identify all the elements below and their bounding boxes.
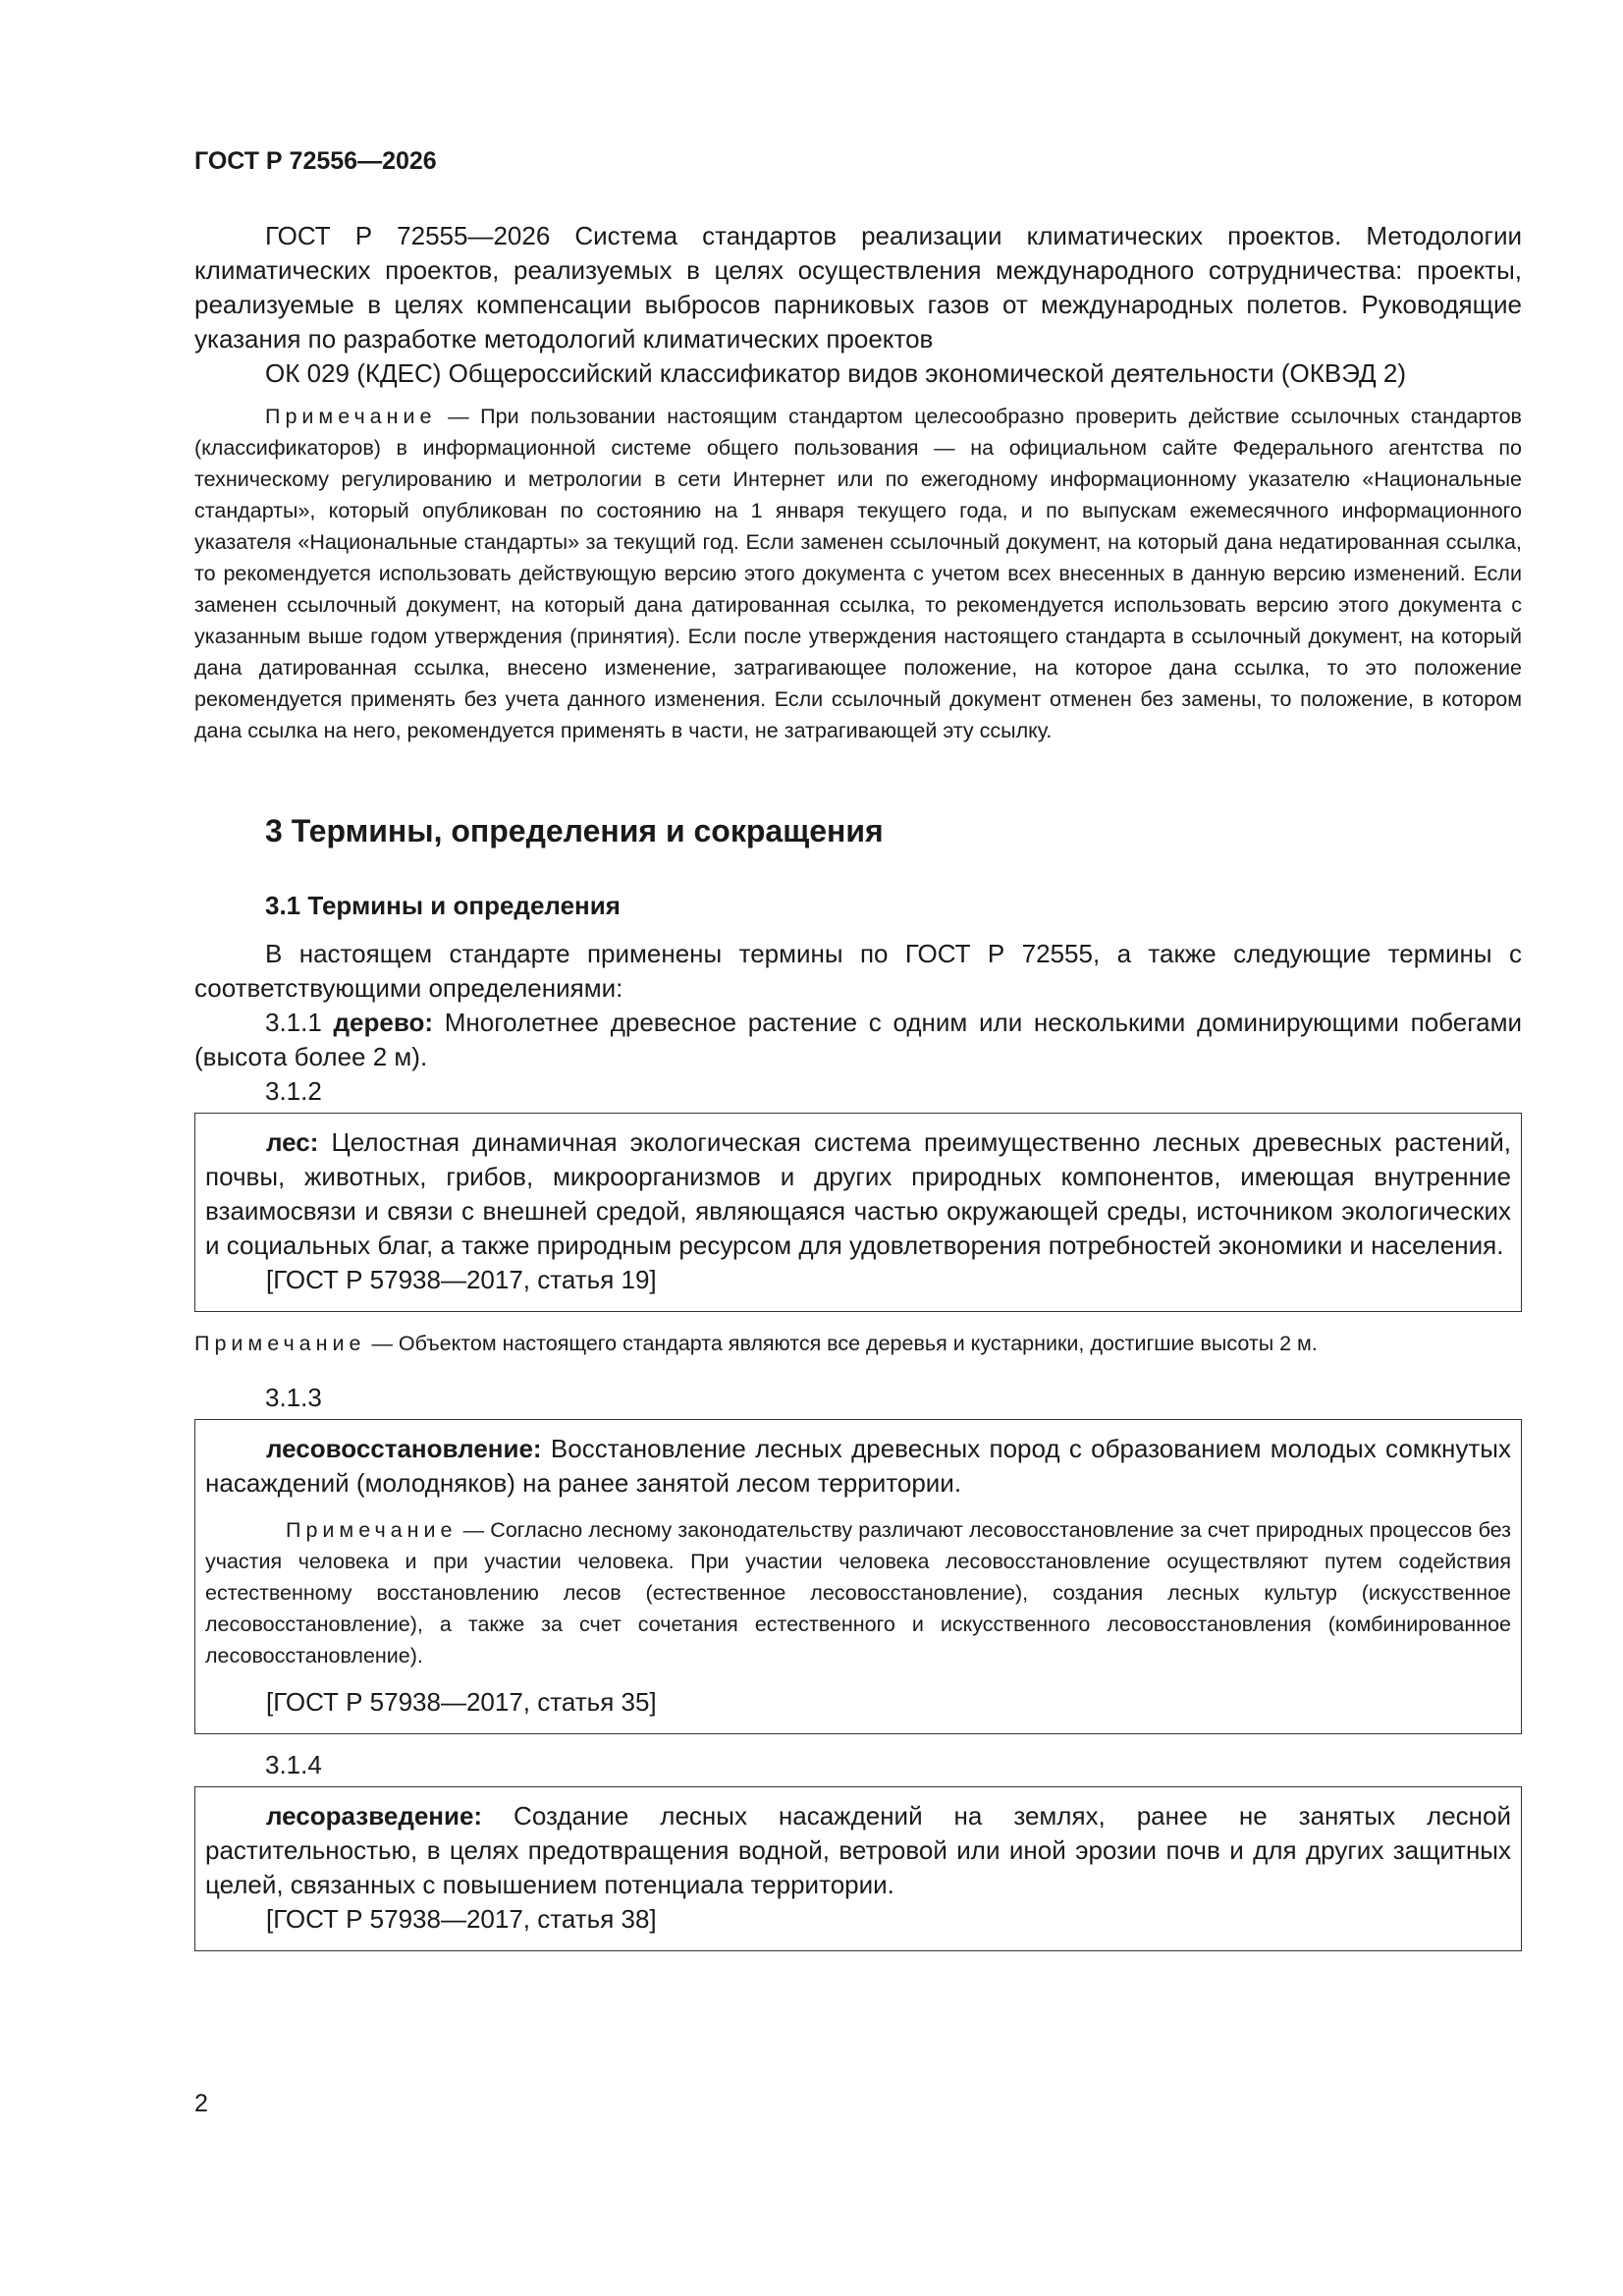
section-title: 3 Термины, определения и сокращения [265, 813, 884, 848]
term-box-3-1-2 [194, 1113, 1522, 1312]
term-definition: Многолетнее древесное растение с одним или несколькими доминирующими побегами (высота более 2 м). [194, 1008, 1522, 1071]
note-text: — Объектом настоящего стандарта являются все деревья и кустарники, достигшие высоты 2 м. [371, 1332, 1318, 1355]
term-number: 3.1.4 [265, 1750, 322, 1779]
page-number: 2 [194, 2090, 208, 2117]
term-note [194, 1328, 1522, 1359]
terms-intro: В настоящем стандарте применены термины по ГОСТ Р 72555, а также следующие термины с соответствующими определениями: [194, 939, 1522, 1003]
term-3-1-1 [194, 1006, 1522, 1074]
document-page [194, 147, 1522, 1951]
term-definition: Целостная динамичная экологическая система преимущественно лесных древесных растений, почвы, животных, грибов, микроорганизмов и других природных компонентов, имеющая внутренние взаимосвязи и связи с внешней средой, являющаяся частью окружающей среды, источником экологических и социальных благ, а также природным ресурсом для удовлетворения потребностей экономики и населения. [205, 1127, 1511, 1260]
note-label: Примечание [286, 1518, 458, 1542]
reference-item: ГОСТ Р 72555—2026 Система стандартов реализации климатических проектов. Методологии климатических проектов, реализуемых в целях осуществления международного сотрудничества: проекты, реализуемые в целях компенсации выбросов парниковых газов от международных полетов. Руководящие указания по разработке методологий климатических проектов [194, 221, 1522, 354]
document-header: ГОСТ Р 72556—2026 [194, 147, 437, 175]
reference-note [194, 401, 1522, 746]
note-label: Примечание [194, 1332, 366, 1355]
term-box-3-1-4 [194, 1786, 1522, 1951]
term-word: лес: [266, 1127, 319, 1157]
term-number: 3.1.1 [265, 1008, 322, 1037]
term-source: [ГОСТ Р 57938—2017, статья 35] [266, 1687, 657, 1717]
subsection-title: 3.1 Термины и определения [265, 891, 621, 920]
term-source: [ГОСТ Р 57938—2017, статья 19] [266, 1265, 657, 1294]
note-label: Примечание [265, 405, 437, 428]
term-word: лесоразведение: [266, 1801, 483, 1831]
term-definition: Создание лесных насаждений на землях, ранее не занятых лесной растительностью, в целях предотвращения водной, ветровой или иной эрозии почв и для других защитных целей, связанных с повышением потенциала территории. [205, 1801, 1511, 1899]
reference-item: ОК 029 (КДЕС) Общероссийский классификатор видов экономической деятельности (ОКВЭД 2) [265, 358, 1406, 388]
term-note [205, 1514, 1511, 1671]
term-word: дерево: [333, 1008, 434, 1037]
term-box-3-1-3 [194, 1419, 1522, 1734]
term-number: 3.1.2 [265, 1076, 322, 1106]
note-text: — При пользовании настоящим стандартом целесообразно проверить действие ссылочных стандартов (классификаторов) в информационной системе общего пользования — на официальном сайте Федерального агентства по техническому регулированию и метрологии в сети Интернет или по ежегодному информационному указателю «Национальные стандарты», который опубликован по состоянию на 1 января текущего года, и по выпускам ежемесячного информационного указателя «Национальные стандарты» за текущий год. Если заменен ссылочный документ, на который дана недатированная ссылка, то рекомендуется использовать действующую версию этого документа с учетом всех внесенных в данную версию изменений. Если заменен ссылочный документ, на который дана датированная ссылка, то рекомендуется использовать версию этого документа с указанным выше годом утверждения (принятия). Если после утверждения настоящего стандарта в ссылочный документ, на который дана датированная ссылка, внесено изменение, затрагивающее положение, на которое дана ссылка, то это положение рекомендуется применять без учета данного изменения. Если ссылочный документ отменен без замены, то положение, в котором дана ссылка на него, рекомендуется применять в части, не затрагивающей эту ссылку. [194, 405, 1522, 742]
term-number: 3.1.3 [265, 1383, 322, 1412]
note-text: — Согласно лесному законодательству различают лесовосстановление за счет природных процессов без участия человека и при участии человека. При участии человека лесовосстановление осуществляют путем содействия естественному восстановлению лесов (естественное лесовосстановление), создания лесных культур (искусственное лесовосстановление), а также за счет сочетания естественного и искусственного лесовосстановления (комбинированное лесовосстановление). [205, 1518, 1511, 1667]
term-definition: Восстановление лесных древесных пород с образованием молодых сомкнутых насаждений (молодняков) на ранее занятой лесом территории. [205, 1434, 1511, 1498]
term-word: лесовосстановление: [266, 1434, 542, 1463]
term-source: [ГОСТ Р 57938—2017, статья 38] [266, 1904, 657, 1934]
